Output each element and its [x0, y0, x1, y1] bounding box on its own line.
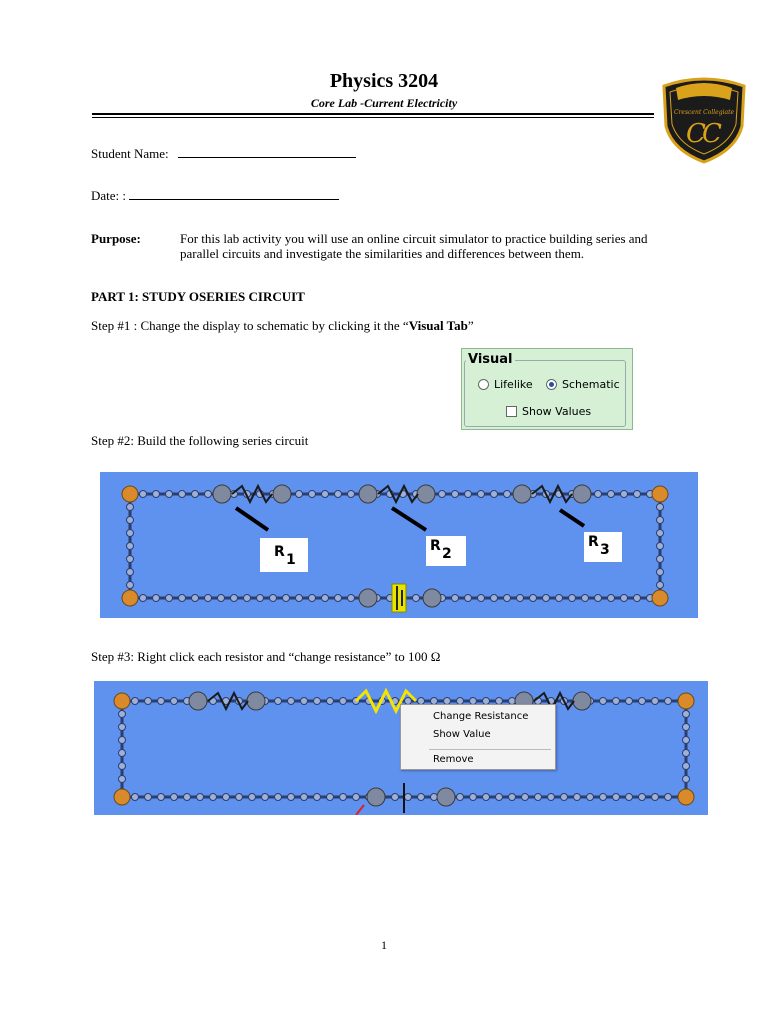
wire-bead: [296, 491, 303, 498]
lifelike-radio[interactable]: [478, 379, 489, 390]
wire-bead: [119, 776, 126, 783]
wire-bead: [413, 595, 420, 602]
resistor-pointers: [236, 508, 584, 530]
wire-bead: [535, 794, 542, 801]
wire-bead: [119, 763, 126, 770]
wire-bead: [509, 794, 516, 801]
step2-text: Step #2: Build the following series circuit: [91, 433, 309, 448]
wire-bead: [543, 595, 550, 602]
date-field: [91, 187, 339, 204]
wire-bead: [465, 491, 472, 498]
wire-bead: [465, 595, 472, 602]
series-circuit-diagram: [100, 472, 698, 618]
wire-bead: [634, 595, 641, 602]
school-crest-logo: [656, 76, 752, 166]
wire-bead: [405, 794, 412, 801]
wire-bead: [127, 504, 134, 511]
wire-bead: [478, 491, 485, 498]
wire-bead: [683, 711, 690, 718]
menu-separator: [429, 749, 551, 750]
header-rule: [92, 113, 654, 115]
step3-text: Step #3: Right click each resistor and “change resistance” to 100 Ω: [91, 649, 441, 664]
wire-bead: [665, 698, 672, 705]
part1-heading: PART 1: STUDY OSERIES CIRCUIT: [91, 289, 305, 304]
show-values-checkbox[interactable]: [506, 406, 517, 417]
wire-bead: [431, 794, 438, 801]
context-menu: [400, 704, 556, 770]
wire-bead: [327, 698, 334, 705]
wire-bead: [322, 595, 329, 602]
wire-bead: [582, 595, 589, 602]
step1-text: Step #1 : Change the display to schematic by clicking it the “Visual Tab”: [91, 318, 474, 333]
wire-bead: [491, 595, 498, 602]
wire-bead: [288, 698, 295, 705]
wire-bead: [335, 491, 342, 498]
wire-bead: [348, 491, 355, 498]
svg-text:C: C: [686, 119, 706, 149]
wire-bead: [530, 595, 537, 602]
wire-bead: [119, 711, 126, 718]
wire-bead: [145, 698, 152, 705]
wire-bead: [457, 794, 464, 801]
wire-bead: [683, 776, 690, 783]
wire-bead: [275, 794, 282, 801]
wire-bead: [119, 737, 126, 744]
wire-bead: [119, 724, 126, 731]
wire-bead: [249, 794, 256, 801]
wire-bead: [314, 698, 321, 705]
wire-bead: [309, 491, 316, 498]
student-name-label: Student Name:: [91, 146, 169, 161]
wire-bead: [314, 794, 321, 801]
wire-bead: [205, 595, 212, 602]
date-blank[interactable]: [129, 187, 339, 200]
wire-bead: [301, 698, 308, 705]
wire-bead: [335, 595, 342, 602]
wire-bead: [340, 794, 347, 801]
junction-top-right: [652, 486, 668, 502]
wire-bead: [683, 763, 690, 770]
wire-bead: [140, 595, 147, 602]
wire-bead: [288, 794, 295, 801]
wire-bead: [657, 569, 664, 576]
wire-bead: [327, 794, 334, 801]
wire-bead: [595, 595, 602, 602]
wire-bead: [652, 698, 659, 705]
wire-bead: [127, 582, 134, 589]
wire-bead: [587, 794, 594, 801]
wire-bead: [600, 698, 607, 705]
r2-label: R 2: [426, 536, 466, 566]
wire-bead: [283, 595, 290, 602]
wire-bead: [392, 794, 399, 801]
wire-bead: [158, 794, 165, 801]
wire-bead: [270, 595, 277, 602]
wire-bead: [244, 595, 251, 602]
wire-bead: [418, 794, 425, 801]
wire-bead: [665, 794, 672, 801]
wire-bead: [483, 794, 490, 801]
visual-panel-legend: Visual: [468, 352, 513, 367]
wire-bead: [683, 750, 690, 757]
wire-bead: [301, 794, 308, 801]
wire-bead: [683, 737, 690, 744]
wire-bead: [205, 491, 212, 498]
wire-bead: [561, 794, 568, 801]
wire-bead: [218, 595, 225, 602]
wire-bead: [231, 595, 238, 602]
student-name-blank[interactable]: [178, 145, 356, 158]
wire-bead: [517, 595, 524, 602]
junction-bottom-right: [652, 590, 668, 606]
wire-bead: [683, 724, 690, 731]
page-subtitle: Core Lab -Current Electricity: [310, 96, 458, 110]
page-number: 1: [381, 938, 387, 952]
wire-bead: [132, 698, 139, 705]
wire-bead: [626, 794, 633, 801]
wire-bead: [348, 595, 355, 602]
wire-bead: [296, 595, 303, 602]
wire-bead: [652, 794, 659, 801]
wire-bead: [197, 794, 204, 801]
menu-show-value[interactable]: Show Value: [433, 729, 491, 740]
menu-change-resistance[interactable]: Change Resistance: [433, 711, 529, 722]
wire-bead: [657, 582, 664, 589]
wire-bead: [166, 595, 173, 602]
wire-bead: [223, 794, 230, 801]
wire-bead: [184, 794, 191, 801]
schematic-radio[interactable]: [546, 379, 557, 390]
wire-bead: [439, 491, 446, 498]
wire-bead: [556, 595, 563, 602]
header-rule-thin: [92, 117, 654, 118]
wire-bead: [657, 530, 664, 537]
show-values-label: Show Values: [522, 405, 592, 418]
wire-bead: [657, 543, 664, 550]
wire-bead: [504, 595, 511, 602]
visual-tab-bold: Visual Tab: [408, 318, 468, 333]
wire-bead: [639, 698, 646, 705]
lifelike-label: Lifelike: [494, 378, 533, 391]
wire-bead: [158, 698, 165, 705]
wire-bead: [657, 504, 664, 511]
purpose-label: Purpose:: [91, 231, 141, 246]
wire-bead: [171, 698, 178, 705]
wire-bead: [127, 517, 134, 524]
wire-bead: [574, 794, 581, 801]
battery-icon: [392, 584, 406, 612]
wire-bead: [262, 794, 269, 801]
wire-bead: [192, 491, 199, 498]
wire-bead: [522, 794, 529, 801]
wire-bead: [153, 595, 160, 602]
wire-bead: [613, 794, 620, 801]
wire-bead: [153, 491, 160, 498]
wire-bead: [496, 794, 503, 801]
wire-bead: [621, 491, 628, 498]
wire-bead: [257, 595, 264, 602]
wire-bead: [470, 794, 477, 801]
wire-bead: [548, 794, 555, 801]
wire-bead: [127, 556, 134, 563]
wire-bead: [608, 491, 615, 498]
wire-bead: [119, 750, 126, 757]
wire-bead: [657, 517, 664, 524]
wire-bead: [192, 595, 199, 602]
wire-bead: [600, 794, 607, 801]
page-title: Physics 3204: [329, 70, 439, 92]
wire-bead: [657, 556, 664, 563]
wire-bead: [127, 530, 134, 537]
wire-bead: [145, 794, 152, 801]
purpose-text: For this lab activity you will use an online circuit simulator to practice building series and parallel circuits and investigate the similarities and differences between them.: [180, 231, 648, 261]
wire-bead: [478, 595, 485, 602]
wire-bead: [322, 491, 329, 498]
wire-bead: [639, 794, 646, 801]
wire-bead: [127, 543, 134, 550]
wire-bead: [634, 491, 641, 498]
wire-bead: [353, 794, 360, 801]
wire-bead: [613, 698, 620, 705]
wire-bead: [309, 595, 316, 602]
wire-bead: [569, 595, 576, 602]
svg-text:C: C: [702, 119, 722, 149]
svg-text:Crescent Collegiate: Crescent Collegiate: [673, 109, 735, 116]
wire-bead: [491, 491, 498, 498]
wire-bead: [236, 794, 243, 801]
wire-bead: [504, 491, 511, 498]
wire-bead: [452, 595, 459, 602]
r3-label: R 3: [584, 532, 622, 562]
wire-bead: [140, 491, 147, 498]
wire-bead: [626, 698, 633, 705]
wire-bead: [179, 491, 186, 498]
wire-bead: [171, 794, 178, 801]
wire-bead: [452, 491, 459, 498]
date-label: Date: :: [91, 188, 127, 203]
wire-bead: [132, 794, 139, 801]
visual-panel: [461, 348, 633, 430]
wire-bead: [621, 595, 628, 602]
wire-bead: [179, 595, 186, 602]
student-name-field: [91, 145, 356, 162]
r1-label: R 1: [260, 538, 308, 572]
schematic-label: Schematic: [562, 378, 620, 391]
wire-bead: [210, 794, 217, 801]
menu-remove[interactable]: Remove: [433, 754, 474, 765]
wire-bead: [275, 698, 282, 705]
junction-top-left: [122, 486, 138, 502]
wire-bead: [340, 698, 347, 705]
junction-bottom-left: [122, 590, 138, 606]
probe-lead: [356, 805, 364, 815]
wire-bead: [127, 569, 134, 576]
wire-bead: [595, 491, 602, 498]
wire-bead: [166, 491, 173, 498]
wire-bead: [608, 595, 615, 602]
